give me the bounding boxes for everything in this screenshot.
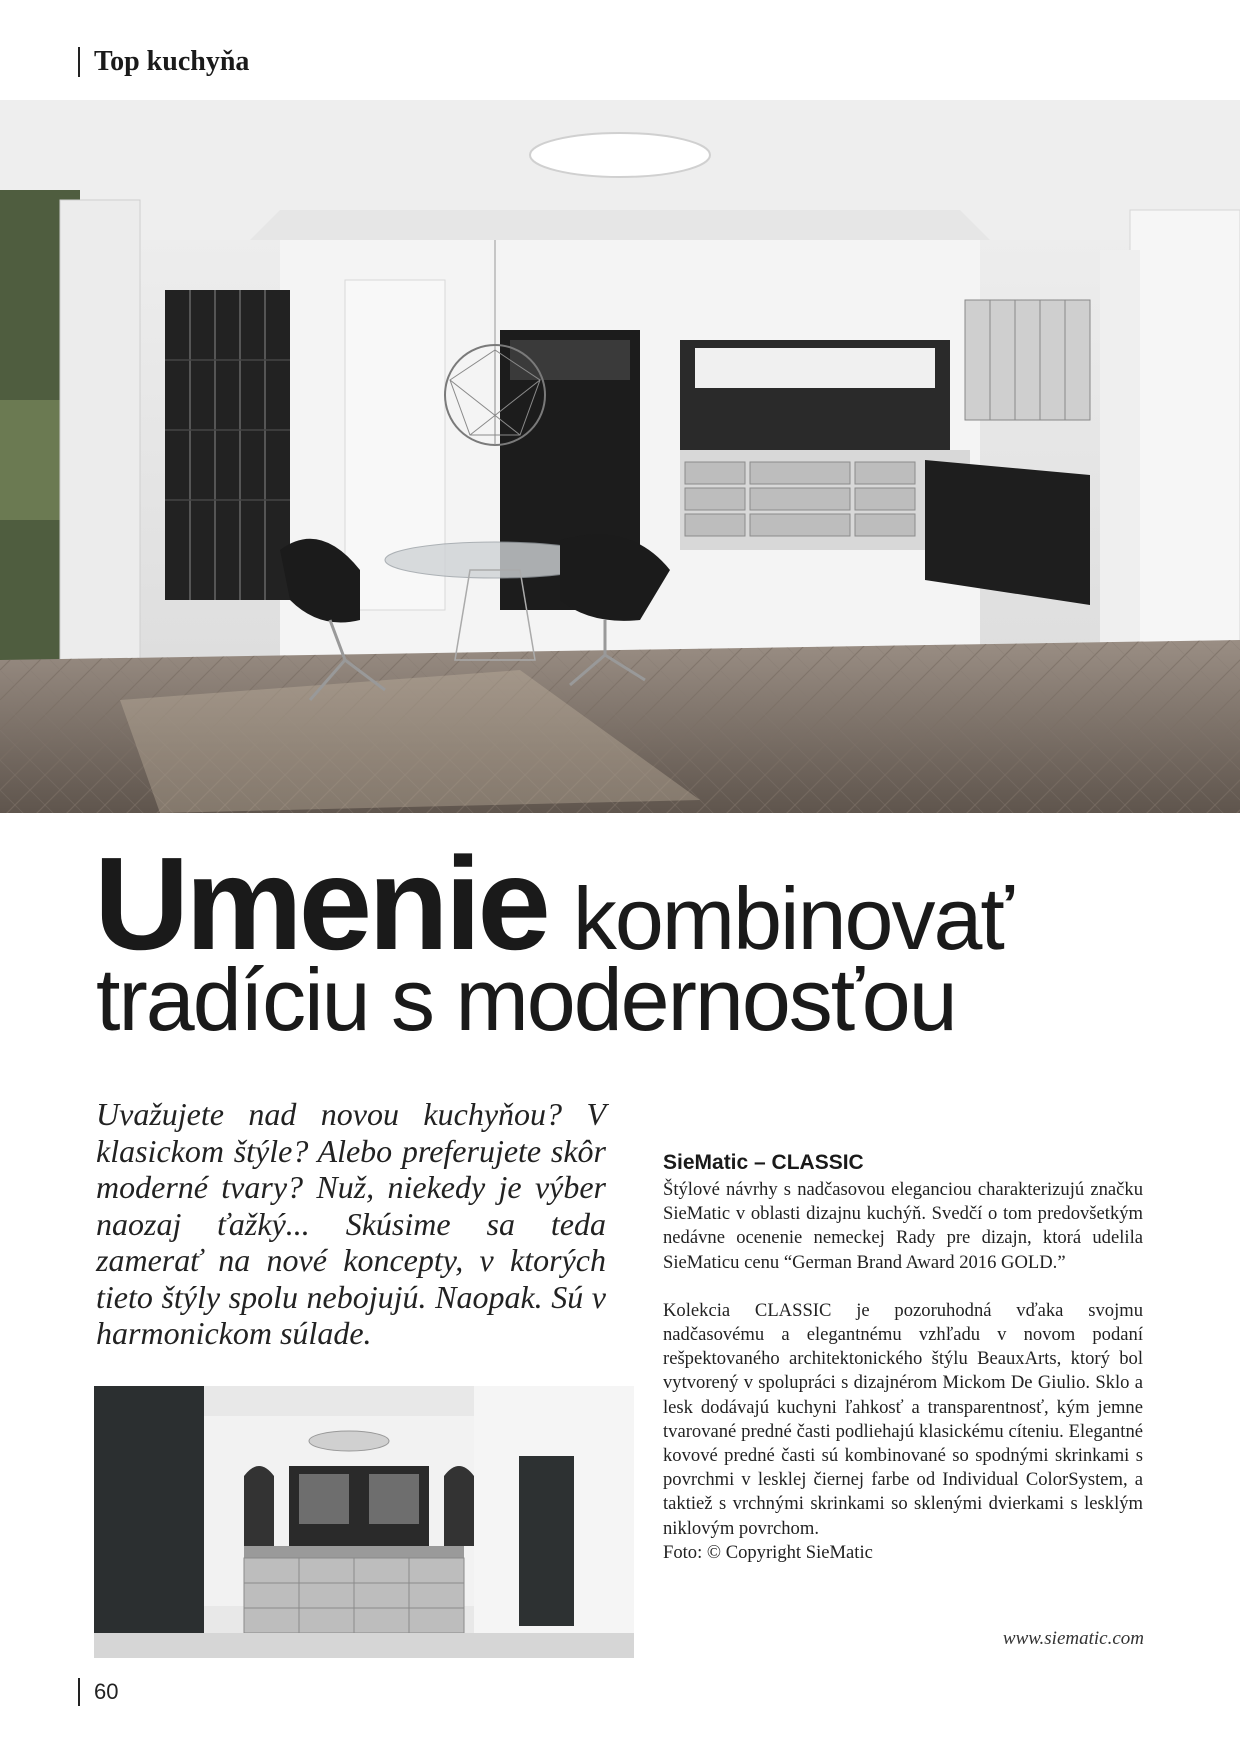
kitchen-interior-photo xyxy=(0,100,1240,813)
kitchen-island-image xyxy=(94,1386,634,1658)
article-paragraph-1: Štýlové návrhy s nadčasovou eleganciou charakterizujú značku SieMatic v oblasti dizajnu kuchýň. Svedčí o tom predovšetkým nedávne ocenenie nemeckej Rady pre dizajn, ktorá udelila SieMaticu cenu “German Brand Award 2016 GOLD.” xyxy=(663,1179,1143,1273)
article-body xyxy=(663,1150,1143,1565)
lead-paragraph: Uvažujete nad novou kuchyňou? V klasickom štýle? Alebo preferujete skôr moderné tvary? Nuž, niekedy je výber naozaj ťažký... Skúsime sa teda zamerať na nové koncepty, v ktorých tieto štýly spolu nebojujú. Naopak. Sú v harmonickom súlade. xyxy=(96,1096,606,1351)
page-number-divider xyxy=(78,1678,80,1706)
photo-credit: Foto: © Copyright SieMatic xyxy=(663,1541,873,1563)
section-divider xyxy=(78,47,80,77)
section-label: Top kuchyňa xyxy=(94,46,250,77)
hero-photo xyxy=(0,100,1240,813)
article-title-line2: tradíciu s modernosťou xyxy=(96,950,956,1049)
article-heading: SieMatic – CLASSIC xyxy=(663,1151,864,1174)
title-rest: kombinovať xyxy=(572,869,1012,968)
title-emphasis: Umenie xyxy=(94,830,547,977)
kitchen-island-photo xyxy=(94,1386,634,1658)
page-number xyxy=(78,1676,118,1708)
section-header xyxy=(78,44,249,80)
article-paragraph-2: Kolekcia CLASSIC je pozoruhodná vďaka svojmu nadčasovému a elegantnému vzhľadu v novom podaní rešpektovaného architektonického štýlu BeauxArts, ktorý bol vytvorený v spolupráci s dizajnérom Mickom De Giulio. Sklo a lesk dodávajú kuchyni ľahkosť a transparentnosť, kým jemne tvarované predné časti podliehajú klasickému cíteniu. Elegantné kovové predné časti sú kombinované so spodnými skrinkami s povrchmi v lesklej čiernej farbe od Individual ColorSystem, a taktiež s vrchnými skrinkami so sklenými dvierkami s lesklým niklovým povrchom. xyxy=(663,1299,1143,1539)
website-link[interactable]: www.siematic.com xyxy=(1002,1628,1144,1649)
page-number-value: 60 xyxy=(94,1679,119,1704)
